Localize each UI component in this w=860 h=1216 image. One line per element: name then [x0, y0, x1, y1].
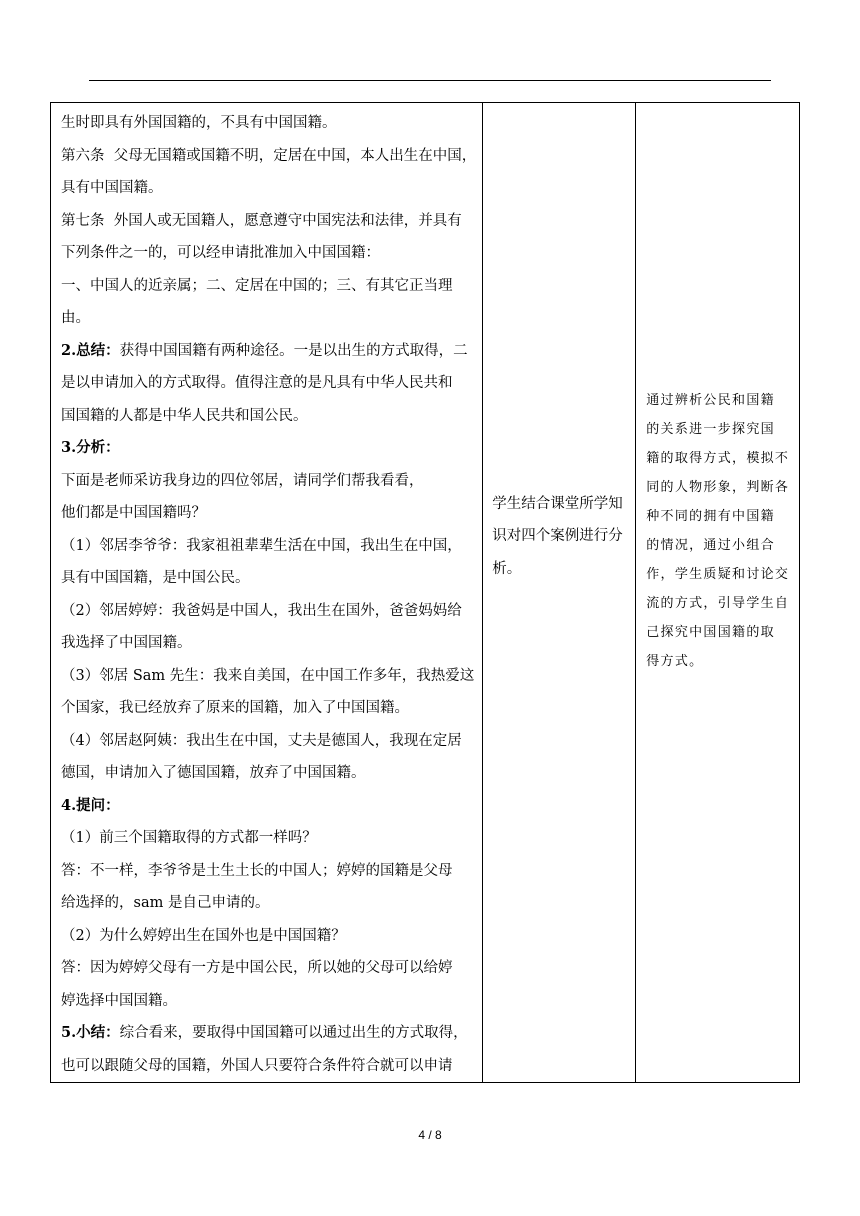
content-line — [61, 432, 476, 497]
design-intent-text — [636, 386, 799, 676]
design-intent-line: 得方式。 — [646, 653, 704, 669]
content-line — [61, 530, 476, 563]
line-text: （2）邻居婷婷：我爸妈是中国人，我出生在国外，爸爸妈妈给 — [61, 602, 462, 619]
content-line — [61, 497, 476, 530]
content-line — [61, 302, 476, 335]
content-line — [61, 692, 476, 725]
design-intent-line: 的关系进一步探究国 — [646, 421, 775, 437]
line-text: 我选择了中国国籍。 — [61, 635, 192, 651]
line-text: （3）邻居 Sam 先生：我来自美国，在中国工作多年，我热爱这 — [61, 667, 475, 684]
line-text: 由。 — [61, 310, 90, 326]
line-text: 获得中国国籍有两种途径。一是以出生的方式取得，二 — [119, 342, 468, 359]
header-rule — [89, 80, 771, 81]
design-intent-line: 流的方式，引导学生自 — [646, 595, 790, 611]
section-label: 4.提问： — [61, 796, 120, 814]
line-text: 答：因为婷婷父母有一方是中国公民，所以她的父母可以给婷 — [61, 960, 453, 976]
content-line — [61, 107, 476, 140]
line-text: 国国籍的人都是中华人民共和国公民。 — [61, 407, 308, 424]
line-text: 生时即具有外国国籍的，不具有中国国籍。 — [61, 115, 337, 131]
line-text: 也可以跟随父母的国籍，外国人只要符合条件符合就可以申请 — [61, 1057, 453, 1074]
content-line — [61, 367, 476, 400]
content-cell — [51, 103, 483, 1083]
line-text: 他们都是中国国籍吗？ — [61, 505, 206, 521]
section-label: 2.总结： — [61, 341, 120, 359]
line-text: 第七条 外国人或无国籍人，愿意遵守中国宪法和法律，并具有 — [61, 212, 462, 229]
design-intent-line: 作，学生质疑和讨论交 — [646, 566, 790, 582]
line-text: 答：不一样，李爷爷是土生土长的中国人；婷婷的国籍是父母 — [61, 862, 453, 879]
content-line — [61, 1050, 476, 1083]
design-intent-line: 的情况，通过小组合 — [646, 537, 775, 553]
page-number: 4 / 8 — [418, 1128, 442, 1142]
content-line — [61, 595, 476, 628]
section-label: 5.小结： — [61, 1024, 120, 1041]
design-intent-line: 同的人物形象，判断各 — [646, 479, 790, 495]
content-line — [61, 205, 476, 238]
content-line — [61, 855, 476, 888]
line-text: 德国，申请加入了德国国籍，放弃了中国国籍。 — [61, 765, 366, 781]
content-line — [61, 270, 476, 303]
content-line — [61, 335, 476, 368]
content-text — [51, 103, 482, 1082]
design-intent-line: 通过辨析公民和国籍 — [646, 392, 775, 408]
content-line — [61, 822, 476, 855]
line-text: （1）邻居李爷爷：我家祖祖辈辈生活在中国，我出生在中国， — [61, 537, 462, 554]
content-line — [61, 562, 476, 595]
design-intent-line: 种不同的拥有中国籍 — [646, 508, 775, 524]
line-text: 具有中国国籍，是中国公民。 — [61, 570, 250, 586]
line-text: 给选择的，sam 是自己申请的。 — [61, 895, 270, 911]
content-line — [61, 757, 476, 790]
section-label: 3.分析： — [61, 439, 120, 456]
content-line — [61, 887, 476, 920]
content-line — [61, 985, 476, 1018]
line-text: 下面是老师采访我身边的四位邻居，请同学们帮我看看， — [61, 472, 424, 489]
line-text: 个国家，我已经放弃了原来的国籍，加入了中国国籍。 — [61, 700, 409, 716]
content-line — [61, 790, 476, 823]
content-line — [61, 172, 476, 205]
content-line — [61, 725, 476, 758]
line-text: 具有中国国籍。 — [61, 180, 163, 196]
line-text: 下列条件之一的，可以经申请批准加入中国国籍： — [61, 245, 380, 261]
student-activity-line: 学生结合课堂所学知 — [492, 495, 623, 512]
student-activity-cell — [483, 103, 636, 1083]
lesson-table — [50, 102, 800, 1083]
student-activity-text — [483, 488, 635, 586]
design-intent-line: 籍的取得方式，模拟不 — [646, 450, 790, 466]
content-line — [61, 952, 476, 985]
line-text: （1）前三个国籍取得的方式都一样吗？ — [61, 830, 317, 846]
line-text: 第六条 父母无国籍或国籍不明，定居在中国，本人出生在中国， — [61, 147, 477, 164]
design-intent-cell — [636, 103, 800, 1083]
student-activity-line: 析。 — [492, 560, 522, 577]
line-text: （4）邻居赵阿姨：我出生在中国，丈夫是德国人，我现在定居 — [61, 732, 462, 749]
line-text: 一、中国人的近亲属；二、定居在中国的；三、有其它正当理 — [61, 277, 453, 294]
content-line — [61, 920, 476, 953]
line-text: 婷选择中国国籍。 — [61, 992, 177, 1009]
content-line — [61, 237, 476, 270]
line-text: （2）为什么婷婷出生在国外也是中国国籍？ — [61, 927, 346, 944]
design-intent-line: 己探究中国国籍的取 — [646, 624, 775, 640]
content-line — [61, 400, 476, 433]
student-activity-line: 识对四个案例进行分 — [492, 528, 623, 545]
content-line — [61, 627, 476, 660]
content-line — [61, 1017, 476, 1050]
line-text: 综合看来，要取得中国国籍可以通过出生的方式取得， — [119, 1025, 468, 1041]
content-line — [61, 660, 476, 693]
content-line — [61, 140, 476, 173]
line-text: 是以申请加入的方式取得。值得注意的是凡具有中华人民共和 — [61, 375, 453, 391]
